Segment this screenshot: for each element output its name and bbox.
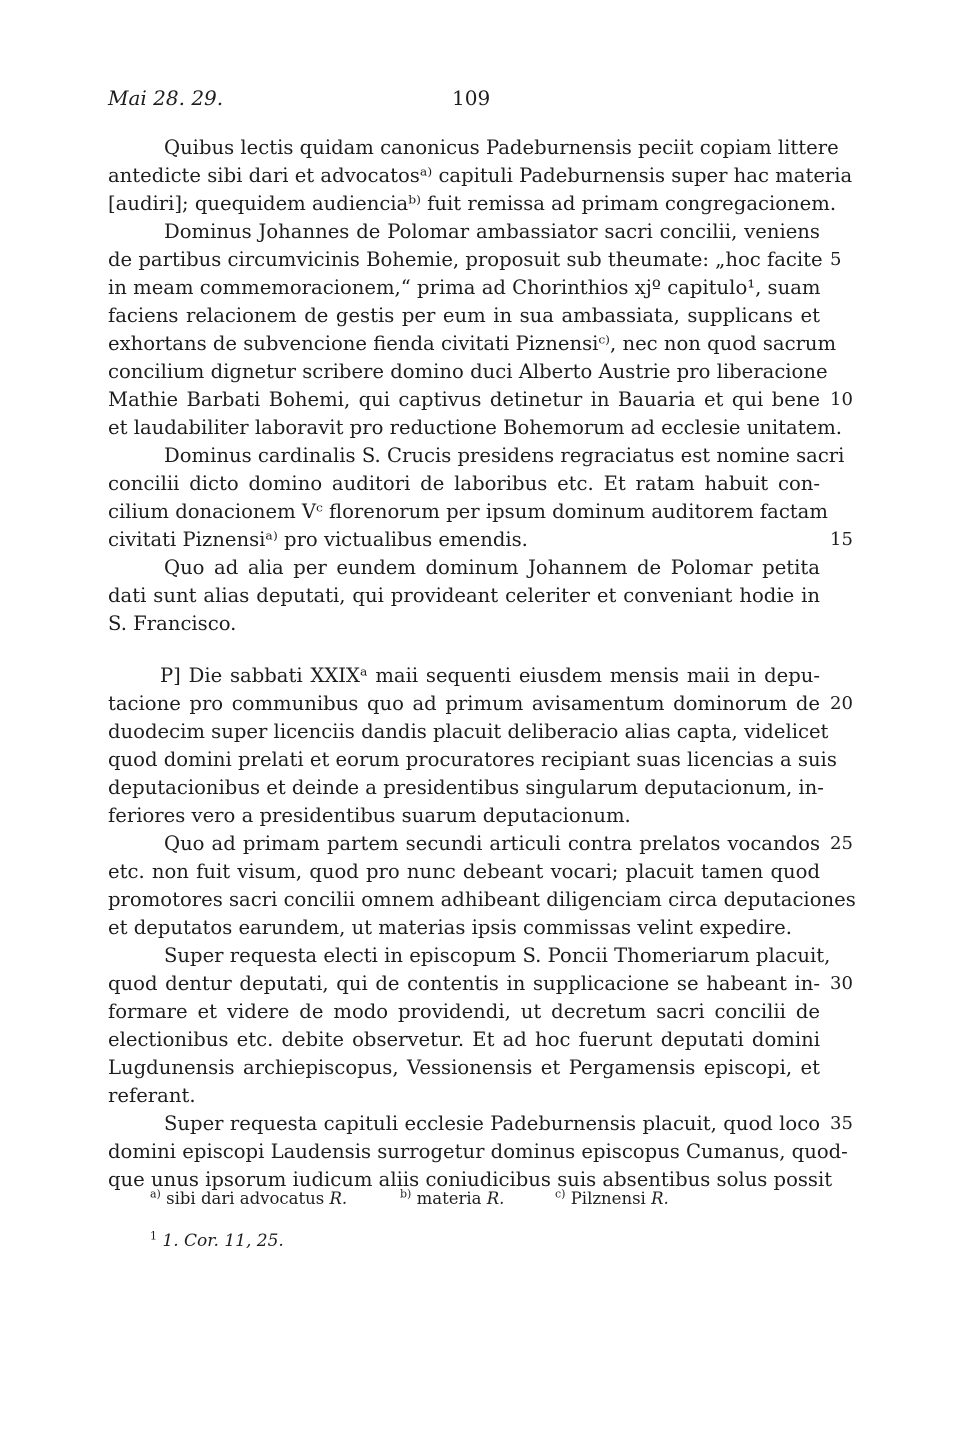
line-number: 10 bbox=[830, 389, 853, 410]
footnote-mark: a) bbox=[150, 1187, 161, 1201]
text-line: Dominus cardinalis S. Crucis presidens regraciatus est nomine sacri bbox=[164, 444, 845, 467]
line-number: 15 bbox=[830, 529, 853, 550]
text-line: de partibus circumvicinis Bohemie, proposuit sub theumate: „hoc facite bbox=[108, 248, 823, 271]
text-line: Lugdunensis archiepiscopus, Vessionensis et Pergamensis episcopi, et bbox=[108, 1056, 820, 1079]
text-line: Mathie Barbati Bohemi, qui captivus detinetur in Bauaria et qui bene bbox=[108, 388, 820, 411]
text-line: deputacionibus et deinde a presidentibus singularum deputacionum, in- bbox=[108, 776, 824, 799]
footnote bbox=[150, 1186, 347, 1212]
text-line: et deputatos earundem, ut materias ipsis commissas velint expedire. bbox=[108, 916, 793, 939]
source-reference bbox=[150, 1228, 284, 1254]
footnote-mark: b) bbox=[400, 1187, 412, 1201]
footnote-siglum: R. bbox=[329, 1189, 348, 1208]
text-line: Quo ad primam partem secundi articuli contra prelatos vocandos bbox=[164, 832, 820, 855]
text-line: tacione pro communibus quo ad primum avisamentum dominorum de bbox=[108, 692, 820, 715]
footnote-text: Pilznensi bbox=[570, 1189, 646, 1208]
text-line: cilium donacionem Vᶜ florenorum per ipsum dominum auditorem factam bbox=[108, 500, 828, 523]
text-line: quod dentur deputati, qui de contentis in supplicacione se habeant in- bbox=[108, 972, 820, 995]
text-line: quod domini prelati et eorum procuratores recipiant suas licencias a suis bbox=[108, 748, 837, 771]
line-number: 5 bbox=[830, 249, 842, 270]
line-number: 20 bbox=[830, 693, 853, 714]
line-number: 30 bbox=[830, 973, 853, 994]
text-line: que unus ipsorum iudicum aliis coniudicibus suis absentibus solus possit bbox=[108, 1168, 833, 1191]
text-line: concilium dignetur scribere domino duci Alberto Austrie pro liberacione bbox=[108, 360, 828, 383]
text-line: duodecim super licenciis dandis placuit deliberacio alias capta, videlicet bbox=[108, 720, 829, 743]
text-line: exhortans de subvencione fienda civitati Piznensiᶜ⁾, nec non quod sacrum bbox=[108, 332, 837, 355]
footnote bbox=[400, 1186, 504, 1212]
text-line: civitati Piznensiᵃ⁾ pro victualibus emendis. bbox=[108, 528, 528, 551]
line-number: 25 bbox=[830, 833, 853, 854]
text-line: concilii dicto domino auditori de laboribus etc. Et ratam habuit con- bbox=[108, 472, 820, 495]
footnote-siglum: R. bbox=[486, 1189, 505, 1208]
text-line: faciens relacionem de gestis per eum in sua ambassiata, supplicans et bbox=[108, 304, 820, 327]
text-line: feriores vero a presidentibus suarum deputacionum. bbox=[108, 804, 631, 827]
text-line: Dominus Johannes de Polomar ambassiator sacri concilii, veniens bbox=[164, 220, 820, 243]
footnote-text: sibi dari advocatus bbox=[166, 1189, 325, 1208]
footnote-siglum: R. bbox=[651, 1189, 669, 1208]
text-line: P] Die sabbati XXIXᵃ maii sequenti eiusdem mensis maii in depu- bbox=[160, 664, 820, 687]
reference-text: 1. Cor. 11, 25. bbox=[162, 1231, 284, 1251]
footnote-text: materia bbox=[416, 1189, 482, 1208]
text-line: Super requesta electi in episcopum S. Poncii Thomeriarum placuit, bbox=[164, 944, 831, 967]
text-line: in meam commemoracionem,“ prima ad Chorinthios xjº capitulo¹, suam bbox=[108, 276, 821, 299]
page-number: 109 bbox=[452, 86, 491, 110]
text-line: et laudabiliter laboravit pro reductione Bohemorum ad ecclesie unitatem. bbox=[108, 416, 843, 439]
text-line: Super requesta capituli ecclesie Padeburnensis placuit, quod loco bbox=[164, 1112, 820, 1135]
text-line: etc. non fuit visum, quod pro nunc debeant vocari; placuit tamen quod bbox=[108, 860, 820, 883]
footnote bbox=[555, 1186, 669, 1212]
text-line: S. Francisco. bbox=[108, 612, 237, 635]
text-line: promotores sacri concilii omnem adhibeant diligenciam circa deputaciones bbox=[108, 888, 856, 911]
footnote-mark: c) bbox=[555, 1187, 566, 1201]
text-line: Quo ad alia per eundem dominum Johannem de Polomar petita bbox=[164, 556, 820, 579]
text-line: formare et videre de modo providendi, ut decretum sacri concilii de bbox=[108, 1000, 820, 1023]
text-line: Quibus lectis quidam canonicus Padeburnensis peciit copiam littere bbox=[164, 136, 839, 159]
text-line: electionibus etc. debite observetur. Et ad hoc fuerunt deputati domini bbox=[108, 1028, 820, 1051]
text-line: dati sunt alias deputati, qui provideant celeriter et conveniant hodie in bbox=[108, 584, 820, 607]
running-head: Mai 28. 29. bbox=[108, 86, 224, 110]
line-number: 35 bbox=[830, 1113, 853, 1134]
text-line: domini episcopi Laudensis surrogetur dominus episcopus Cumanus, quod- bbox=[108, 1140, 848, 1163]
text-line: referant. bbox=[108, 1084, 196, 1107]
page-header bbox=[108, 86, 820, 114]
text-line: antedicte sibi dari et advocatosᵃ⁾ capituli Padeburnensis super hac materia bbox=[108, 164, 853, 187]
critical-apparatus bbox=[150, 1186, 750, 1212]
reference-mark: 1 bbox=[150, 1229, 157, 1243]
text-line: [audiri]; quequidem audienciaᵇ⁾ fuit remissa ad primam congregacionem. bbox=[108, 192, 837, 215]
